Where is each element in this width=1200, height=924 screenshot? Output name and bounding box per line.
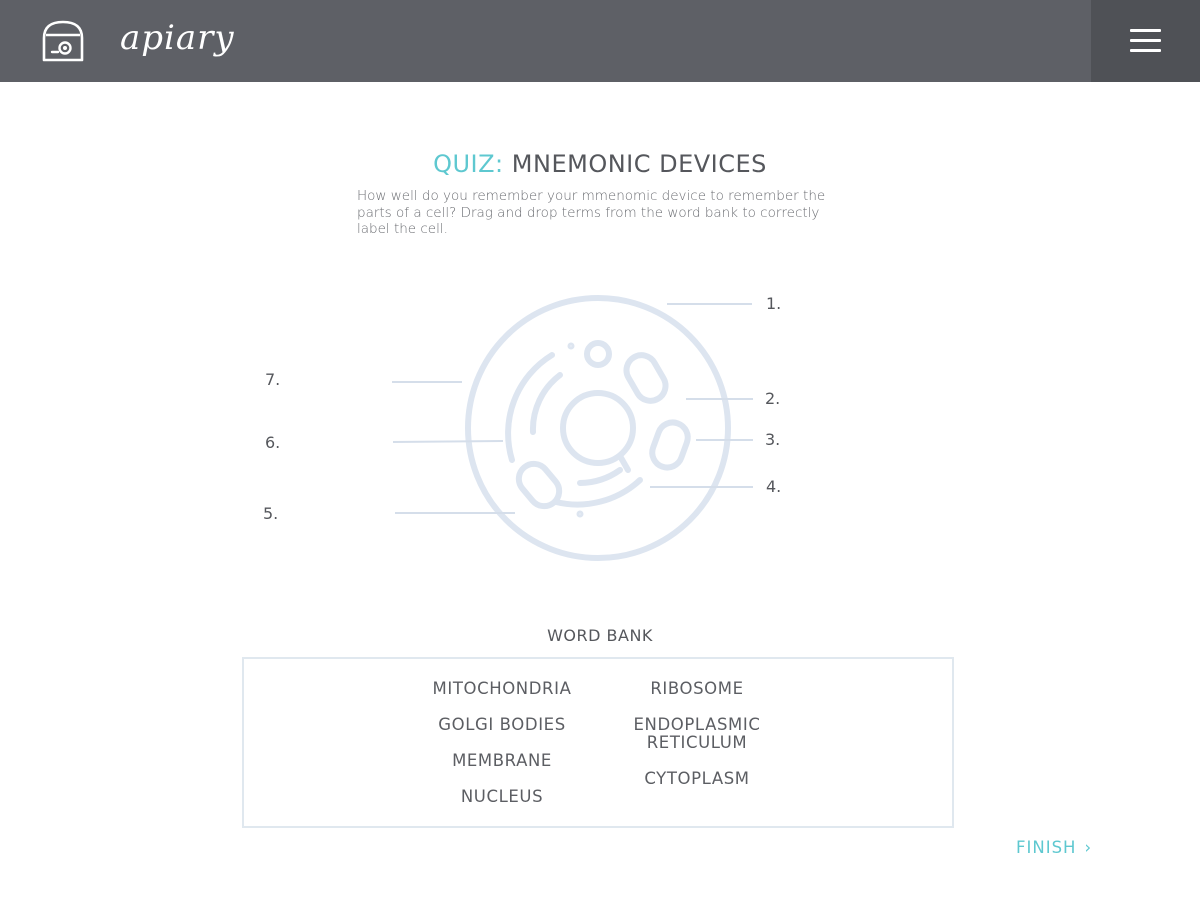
- diagram-label-2[interactable]: 2.: [765, 389, 781, 408]
- diagram-label-5[interactable]: 5.: [263, 504, 279, 523]
- description-line: label the cell.: [357, 221, 448, 237]
- term-ribosome[interactable]: [597, 680, 797, 698]
- diagram-label-7[interactable]: 7.: [265, 370, 281, 389]
- brand-logo-text: apiary: [120, 18, 235, 58]
- term-line: RETICULUM: [646, 733, 748, 752]
- term-membrane[interactable]: MEMBRANE: [452, 751, 552, 770]
- diagram-label-3[interactable]: 3.: [765, 430, 781, 449]
- finish-label: FINISH: [1016, 838, 1077, 857]
- term-line: CYTOPLASM: [644, 769, 750, 788]
- term-line: RIBOSOME: [650, 679, 744, 698]
- word-bank-title: WORD BANK: [547, 626, 653, 645]
- diagram-label-1[interactable]: 1.: [766, 294, 782, 313]
- term-cytoplasm[interactable]: [597, 770, 797, 788]
- description-line: How well do you remember your mmenomic device to remember the: [357, 188, 826, 204]
- diagram-label-6[interactable]: 6.: [265, 433, 281, 452]
- finish-button[interactable]: [1016, 838, 1092, 857]
- chevron-right-icon: ›: [1084, 838, 1093, 857]
- term-endoplasmic-reticulum[interactable]: [597, 716, 797, 752]
- title-prefix: QUIZ:: [433, 150, 504, 178]
- title-main: MNEMONIC DEVICES: [511, 150, 767, 178]
- diagram-label-4[interactable]: 4.: [766, 477, 782, 496]
- term-mitochondria[interactable]: MITOCHONDRIA: [432, 679, 572, 698]
- description-line: parts of a cell? Drag and drop terms from the word bank to correctly: [357, 204, 820, 221]
- term-line: ENDOPLASMIC: [633, 715, 761, 734]
- term-golgi-bodies[interactable]: GOLGI BODIES: [438, 715, 566, 734]
- term-nucleus[interactable]: NUCLEUS: [460, 787, 544, 806]
